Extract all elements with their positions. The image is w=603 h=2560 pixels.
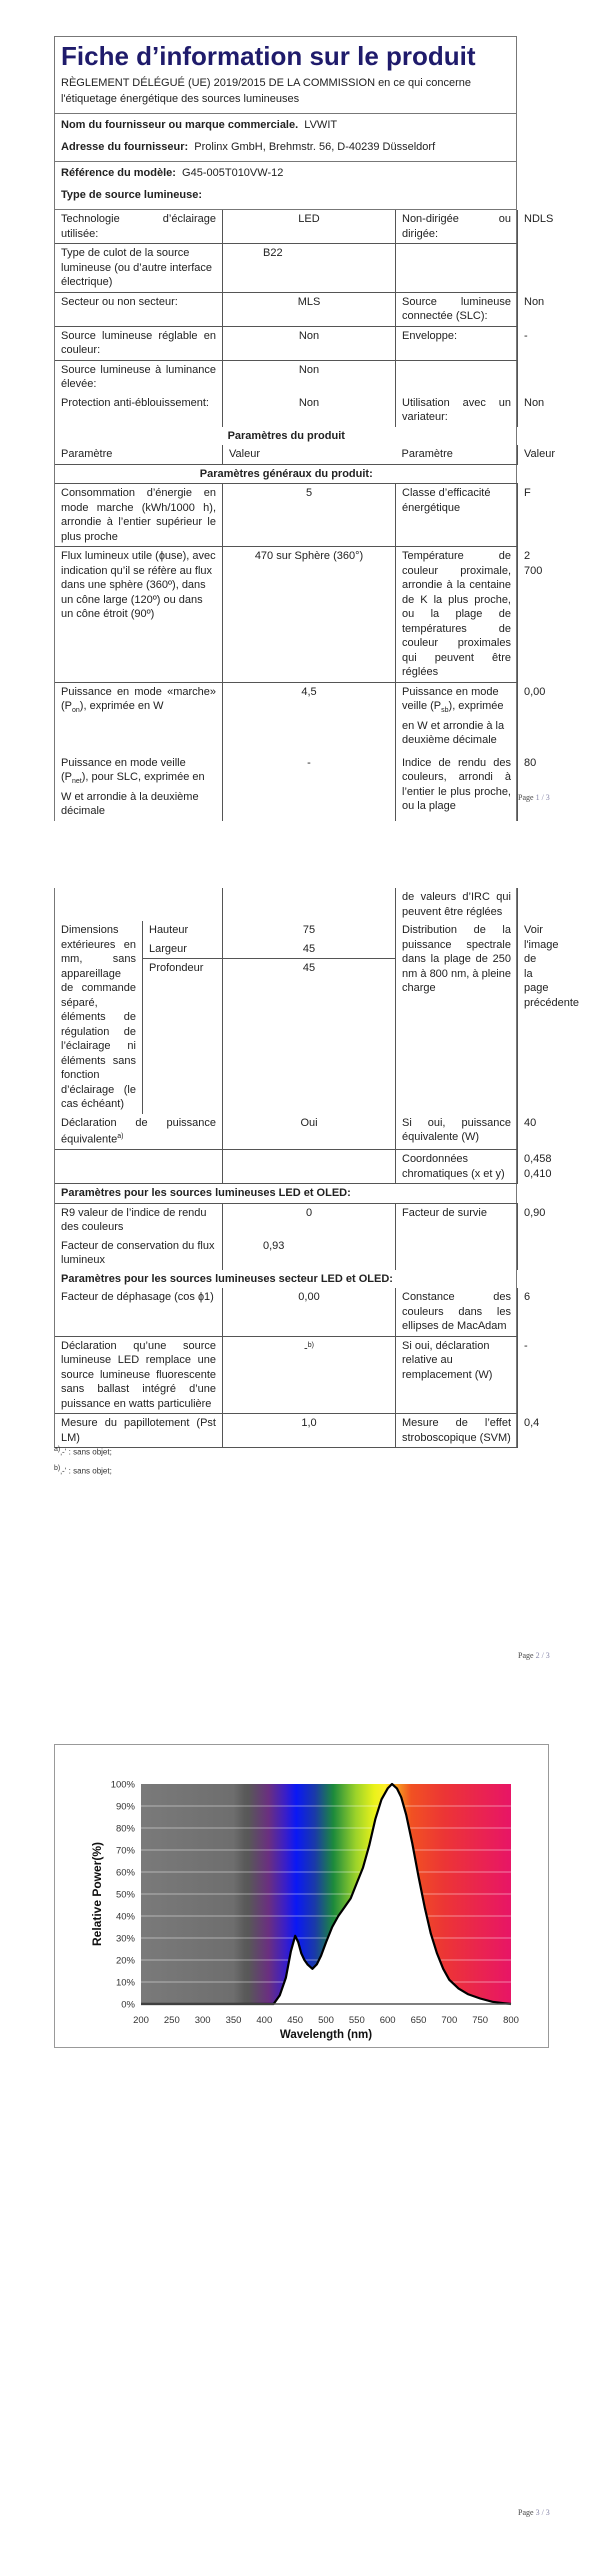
- table-row: [55, 888, 518, 921]
- table-row: [55, 244, 518, 293]
- label-part: ), pour SLC, exprimée en W et arrondie à la deuxième décimale: [61, 771, 205, 818]
- page-total: / 3: [539, 2508, 550, 2517]
- params-heading: Paramètres du produit: [227, 429, 345, 442]
- cell-value: Non: [223, 394, 396, 427]
- table-row: Consommation d’énergie en mode marche (kWh/1000 h), arrondie à l’entier supérieur le plus proche 5 Classe d’efficacité énergétique F: [55, 484, 518, 547]
- cell-label: Distribution de la puissance spectrale dans la plage de 250 nm à 800 nm, à pleine charge: [396, 921, 518, 1114]
- value-part: -: [304, 1342, 308, 1355]
- supplier-name: [55, 114, 516, 136]
- footnote-mark: b): [54, 1464, 61, 1472]
- dimensions-names: [143, 921, 222, 1114]
- page-number: [518, 1651, 550, 1660]
- page-prefix: Page: [518, 1651, 534, 1660]
- footnote-b: [54, 1461, 112, 1480]
- cell-label: Type de culot de la source lumineuse (ou d’autre interface électrique): [61, 247, 213, 288]
- cell-label: Si oui, déclaration relative au remplacement (W): [396, 1336, 518, 1414]
- cell-label: Source lumineuse connectée (SLC):: [396, 292, 518, 326]
- dimension-height-label: Hauteur: [149, 924, 189, 936]
- cell-label: [396, 244, 518, 293]
- cell-value: Non: [223, 360, 396, 394]
- cell-label: [396, 682, 518, 750]
- table-row: Protection anti-éblouissement: Non Utilisation avec un variateur: Non: [55, 394, 518, 427]
- table-row: Technologie d’éclairage utilisée: LED Non-dirigée ou dirigée: NDLS: [55, 210, 518, 244]
- y-tick-label: 90%: [115, 1801, 135, 1813]
- cell-value: 470 sur Sphère (360°): [223, 547, 396, 683]
- y-tick-label: 10%: [115, 1977, 135, 1989]
- cell-label: [55, 1114, 223, 1150]
- footnote-mark: a): [54, 1446, 61, 1453]
- footnote-text: ‚-‘ : sans objet;: [60, 1466, 112, 1476]
- footnote-ref: a): [117, 1133, 124, 1140]
- dimension-height-value: 75: [302, 924, 316, 936]
- cell-value: B22: [223, 244, 396, 293]
- cell-label: Déclaration qu’une source lumineuse LED remplace une source lumineuse fluorescente sans ballast intégré d’une puissance en watts particulière: [61, 1339, 216, 1410]
- supplier-address-label: Adresse du fournisseur:: [61, 141, 189, 153]
- cell-label: Enveloppe:: [396, 326, 518, 360]
- dimensions-values: [223, 921, 396, 1114]
- dimensions-cell: [55, 921, 223, 1114]
- page-title: Fiche d’information sur le produit: [61, 41, 476, 71]
- table-row: Secteur ou non secteur: MLS Source lumineuse connectée (SLC): Non: [55, 292, 518, 326]
- cell-label: Si oui, puissance équivalente (W): [396, 1114, 518, 1150]
- y-tick-label: 20%: [115, 1955, 135, 1967]
- footnote-ref: b): [307, 1341, 314, 1349]
- supplier-address: [55, 136, 516, 162]
- page-prefix: Page: [518, 793, 534, 802]
- cell-value: 0,00: [223, 1288, 396, 1336]
- cell-label: [396, 1237, 518, 1270]
- model-reference-label: Référence du modèle:: [61, 167, 176, 179]
- cell-label: R9 valeur de l’indice de rendu des couleurs: [61, 1206, 207, 1234]
- page-current: 2: [535, 1651, 540, 1660]
- regulation-text: RÈGLEMENT DÉLÉGUÉ (UE) 2019/2015 DE LA COMMISSION en ce qui concerne l'étiquetage énergétique des sources lumineuses: [55, 71, 516, 114]
- x-tick-label: 300: [194, 2015, 211, 2026]
- params-table-continued: [55, 888, 580, 1448]
- led-heading-row: [55, 1184, 518, 1204]
- cell-empty: [55, 1150, 223, 1184]
- y-tick-label: 50%: [115, 1889, 135, 1901]
- dimension-depth-value: 45: [302, 962, 316, 974]
- cell-value: -: [223, 750, 396, 821]
- cell-value: LED: [223, 210, 396, 244]
- dimension-depth-label: Profondeur: [149, 962, 204, 974]
- y-tick-label: 30%: [115, 1933, 135, 1945]
- dimensions-label: Dimensions extérieures en mm, sans appareillage de commande séparé, éléments de régulation de l’éclairage ni éléments sans fonction d’éclairage (le cas échéant): [55, 921, 143, 1114]
- x-tick-label: 350: [225, 2015, 242, 2026]
- general-params-heading: Paramètres généraux du produit:: [199, 467, 373, 480]
- cell-label: [55, 682, 223, 750]
- table-row: [55, 360, 518, 394]
- cell-label: Flux lumineux utile (ɸuse), avec indication qu’il se réfère au flux dans une sphère (360º), dans un cône large (120º) ou dans un cône étroit (90º): [61, 550, 216, 620]
- column-header-param: Paramètre: [401, 448, 453, 460]
- cell-value: MLS: [223, 292, 396, 326]
- model-reference: [55, 162, 516, 184]
- label-part: Déclaration de puissance équivalente: [61, 1116, 216, 1146]
- cell-value: 1,0: [223, 1414, 396, 1448]
- label-part: ), exprimée en W et arrondie à la deuxième décimale: [402, 700, 505, 747]
- cell-label: Facteur de conservation du flux lumineux: [61, 1239, 215, 1267]
- cell-label: Technologie d’éclairage utilisée:: [61, 213, 216, 240]
- source-type-heading: [55, 184, 516, 210]
- source-type-label: Type de source lumineuse:: [61, 189, 203, 201]
- page-total: / 3: [539, 793, 550, 802]
- x-tick-label: 500: [318, 2015, 334, 2026]
- label-subscript: net: [72, 778, 82, 786]
- x-tick-label: 550: [348, 2015, 365, 2026]
- y-axis-title: Relative Power(%): [90, 1841, 104, 1947]
- table-row: Déclaration de puissance équivalente$^{a)}$ Oui Si oui, puissance équivalente (W) 40: [55, 1114, 518, 1150]
- x-tick-label: 750: [472, 2015, 489, 2026]
- cell-label: Mesure de l’effet stroboscopique (SVM): [396, 1414, 518, 1448]
- table-row: R9 valeur de l’indice de rendu des couleurs 0 Facteur de survie 0,90: [55, 1203, 518, 1237]
- y-tick-label: 60%: [115, 1867, 135, 1879]
- cell-label: Constance des couleurs dans les ellipses de MacAdam: [396, 1288, 518, 1336]
- table-row: Mesure du papillotement (Pst LM) 1,0 Mesure de l’effet stroboscopique (SVM) 0,4: [55, 1414, 518, 1448]
- cell-label: Mesure du papillotement (Pst LM): [61, 1417, 216, 1444]
- cell-label: Classe d’efficacité énergétique: [396, 484, 518, 547]
- spectral-chart-svg: [55, 1745, 548, 2047]
- cell-value: 0,93: [223, 1237, 396, 1270]
- cell-label: Consommation d’énergie en mode marche (kWh/1000 h), arrondie à l’entier supérieur le plus proche: [61, 487, 216, 543]
- supplier-name-value: LVWIT: [304, 119, 338, 131]
- cell-value: Non: [223, 326, 396, 360]
- x-axis-title: Wavelength (nm): [279, 2029, 373, 2041]
- label-part: ), exprimée en W: [79, 700, 164, 712]
- cell-value: 4,5: [223, 682, 396, 750]
- cell-value: 5: [223, 484, 396, 547]
- general-heading-row: [55, 464, 518, 484]
- params-column-header-row: Paramètre Valeur Paramètre Valeur: [55, 445, 518, 464]
- cell-label: [55, 750, 223, 821]
- page-total: / 3: [539, 1651, 550, 1660]
- x-tick-label: 400: [256, 2015, 273, 2026]
- cell-label: Non-dirigée ou dirigée:: [396, 210, 518, 244]
- table-row: Coordonnées chromatiques (x et y) 0,458 0,410: [55, 1150, 518, 1184]
- cell-label: Secteur ou non secteur:: [61, 295, 178, 308]
- cell-label: Facteur de déphasage (cos ɸ1): [61, 1291, 214, 1304]
- cell-value: Oui: [223, 1114, 396, 1150]
- page-current: 1: [535, 793, 540, 802]
- page-number: [518, 793, 550, 802]
- cell-label: Température de couleur proximale, arrondie à la centaine de K la plus proche, ou la plage de températures de couleur proximales qui peuvent être réglées: [396, 547, 518, 683]
- params-heading-row: [55, 427, 518, 446]
- cell-label: Protection anti-éblouissement:: [61, 396, 209, 409]
- cell-label: [396, 360, 518, 394]
- column-header-value: Valeur: [223, 445, 396, 464]
- supplier-name-label: Nom du fournisseur ou marque commerciale.: [61, 119, 299, 131]
- supplier-address-value: Prolinx GmbH, Brehmstr. 56, D-40239 Düsseldorf: [194, 141, 436, 153]
- cell-label: Coordonnées chromatiques (x et y): [396, 1150, 518, 1184]
- dimension-width-label: Largeur: [143, 940, 222, 960]
- cell-label: Facteur de survie: [396, 1203, 518, 1237]
- table-row: Déclaration qu’une source lumineuse LED remplace une source lumineuse fluorescente sans ballast intégré d’une puissance en watts particulière -$^{b)}$ Si oui, déclaration relative au remplacement (W) -: [55, 1336, 518, 1414]
- y-tick-label: 0%: [121, 1999, 135, 2011]
- cell-empty: [55, 888, 223, 921]
- x-tick-label: 450: [287, 2015, 304, 2026]
- label-part: Puissance en mode «marche» (P: [61, 685, 216, 712]
- label-subscript: on: [72, 707, 80, 715]
- cell-label: Source lumineuse réglable en couleur:: [61, 329, 216, 356]
- y-tick-label: 40%: [115, 1911, 135, 1923]
- cell-value: 0: [223, 1203, 396, 1237]
- cell-value: [223, 1336, 396, 1414]
- dimensions-row: Dimensions extérieures en mm, sans appareillage de commande séparé, éléments de régulation de l’éclairage ni éléments sans fonction d’éclairage (le cas échéant) Hauteur Largeur Profondeur 75 45 45 Distribution de la puissance spectrale dans la plage de 250 nm à 800 nm, à pleine charge Voir l'image de la page précédente: [55, 921, 518, 1114]
- cell-label: de valeurs d’IRC qui peuvent être réglées: [396, 888, 518, 921]
- y-tick-label: 70%: [115, 1845, 135, 1857]
- x-tick-label: 650: [410, 2015, 427, 2026]
- mains-heading-row: [55, 1270, 518, 1289]
- footnote-text: ‚-‘ : sans objet;: [60, 1447, 112, 1457]
- cell-label: Source lumineuse à luminance élevée:: [61, 363, 216, 390]
- x-tick-label: 700: [441, 2015, 458, 2026]
- led-params-heading: Paramètres pour les sources lumineuses LED et OLED:: [61, 1187, 351, 1200]
- table-row: Source lumineuse réglable en couleur: Non Enveloppe: -: [55, 326, 518, 360]
- label-subscript: sb: [441, 707, 449, 715]
- cell-empty: [223, 888, 396, 921]
- dimension-width-value: 45: [223, 940, 395, 960]
- cell-label: Utilisation avec un variateur:: [396, 394, 518, 427]
- footnote-a: [54, 1442, 112, 1461]
- mains-params-heading: Paramètres pour les sources lumineuses secteur LED et OLED:: [61, 1272, 393, 1285]
- page-prefix: Page: [518, 2508, 534, 2517]
- model-reference-value: G45-005T010VW-12: [182, 167, 284, 179]
- cell-label: Indice de rendu des couleurs, arrondi à l’entier le plus proche, ou la plage: [396, 750, 518, 821]
- page-number: [518, 2508, 550, 2517]
- table-row: Puissance en mode veille $(P_{net})$, pour SLC, exprimée en W et arrondie à la deuxième décimale - Indice de rendu des couleurs, arrondi à l’entier le plus proche, ou la plage 80: [55, 750, 518, 821]
- table-row: Flux lumineux utile (ɸuse), avec indication qu’il se réfère au flux dans une sphère (360º), dans un cône large (120º) ou dans un cône étroit (90º) 470 sur Sphère (360°) Température de couleur proximale, arrondie à la centaine de K la plus proche, ou la plage de températures de couleur proximales qui peuvent être réglées 2 700: [55, 547, 518, 683]
- table-row: [55, 1237, 518, 1270]
- label-part: Puissance en mode veille (P: [61, 756, 186, 784]
- x-tick-label: 250: [163, 2015, 180, 2026]
- table-row: Facteur de déphasage (cos ɸ1) 0,00 Constance des couleurs dans les ellipses de MacAdam 6: [55, 1288, 518, 1336]
- footnotes: [54, 1442, 112, 1479]
- cell-empty: [223, 1150, 396, 1184]
- x-tick-label: 200: [133, 2015, 149, 2026]
- page-current: 3: [535, 2508, 540, 2517]
- y-tick-label: 80%: [115, 1823, 135, 1835]
- x-tick-label: 600: [379, 2015, 396, 2026]
- product-sheet-frame-2: [54, 888, 580, 1448]
- column-header-param: Paramètre: [61, 448, 113, 460]
- label-part: Puissance en mode veille (P: [402, 685, 499, 712]
- x-tick-label: 800: [503, 2015, 519, 2026]
- table-row: Puissance en mode «marche» $(P_{on})$, exprimée en W 4,5 Puissance en mode veille $(P_{sb})$, exprimée en W et arrondie à la deuxième décimale 0,00: [55, 682, 518, 750]
- spectral-chart: [54, 1744, 549, 2048]
- y-tick-label: 100%: [110, 1779, 135, 1791]
